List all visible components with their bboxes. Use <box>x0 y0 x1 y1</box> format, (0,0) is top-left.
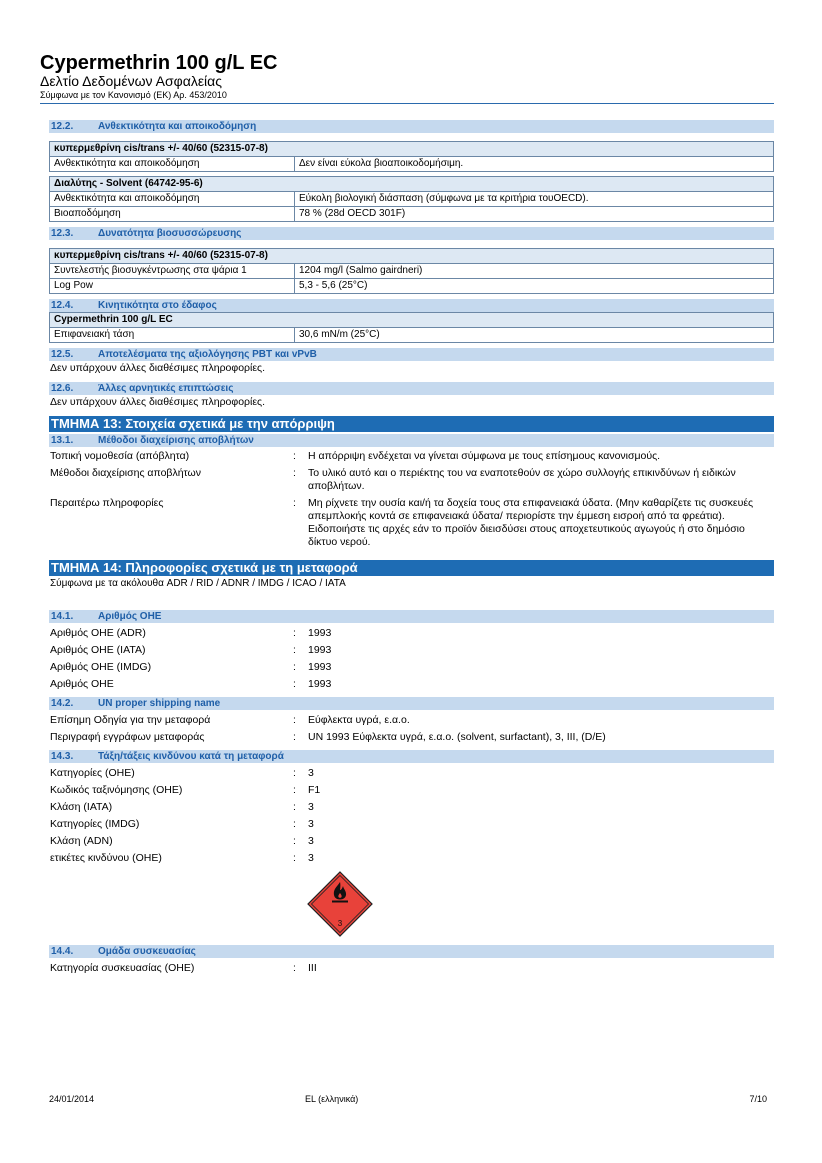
disposal-label: Τοπική νομοθεσία (απόβλητα) <box>50 450 190 462</box>
table-row <box>50 192 774 207</box>
hazard-class-row: Κατηγορίες (ΟΗΕ) : 3 <box>49 767 774 780</box>
table-cell-property: Επιφανειακή τάση <box>50 328 295 343</box>
table-cell-value: 5,3 - 5,6 (25°C) <box>295 279 774 294</box>
subsection-number: 14.2. <box>51 698 74 709</box>
hazard-class-row: Κωδικός ταξινόμησης (ΟΗΕ) : F1 <box>49 784 774 797</box>
table-row <box>50 279 774 294</box>
subsection-number: 12.3. <box>51 228 74 239</box>
un-number-row: Αριθμός ΟΗΕ (IATA) : 1993 <box>49 644 774 657</box>
subsection-title: Μέθοδοι διαχείρισης αποβλήτων <box>98 435 254 446</box>
un-number-row: Αριθμός ΟΗΕ (IMDG) : 1993 <box>49 661 774 674</box>
table-cell-property: Ανθεκτικότητα και αποικοδόμηση <box>50 192 295 207</box>
field-label: Κατηγορίες (IMDG) <box>50 818 140 830</box>
subsection-number: 12.4. <box>51 300 74 311</box>
persistence-table-solvent <box>49 176 774 222</box>
footer-language: EL (ελληνικά) <box>305 1094 359 1104</box>
field-value: 3 <box>308 767 314 779</box>
subsection-number: 13.1. <box>51 435 74 446</box>
field-value: III <box>308 962 317 974</box>
footer-date: 24/01/2014 <box>49 1094 95 1104</box>
table-cell-property: Ανθεκτικότητα και αποικοδόμηση <box>50 157 295 172</box>
table-row <box>50 328 774 343</box>
subsection-12-6-header <box>49 382 774 395</box>
table-row <box>50 264 774 279</box>
subsection-title: Άλλες αρνητικές επιπτώσεις <box>98 383 234 394</box>
field-label: Αριθμός ΟΗΕ <box>50 678 114 690</box>
field-label: Κατηγορία συσκευασίας (ΟΗΕ) <box>50 962 195 974</box>
other-effects-text: Δεν υπάρχουν άλλες διαθέσιμες πληροφορίες. <box>50 396 265 408</box>
field-label: Αριθμός ΟΗΕ (IMDG) <box>50 661 152 673</box>
subsection-14-4-header <box>49 945 774 958</box>
un-number-row: Αριθμός ΟΗΕ : 1993 <box>49 678 774 691</box>
un-number-row: Αριθμός ΟΗΕ (ADR) : 1993 <box>49 627 774 640</box>
table-row <box>50 207 774 222</box>
subsection-13-1-header <box>49 434 774 447</box>
subsection-number: 14.1. <box>51 611 74 622</box>
field-label: Περιγραφή εγγράφων μεταφοράς <box>50 731 205 743</box>
subsection-title: UN proper shipping name <box>98 698 221 709</box>
table-cell-value: Δεν είναι εύκολα βιοαποικοδομήσιμη. <box>295 157 774 172</box>
page-footer <box>49 1094 767 1104</box>
subsection-12-4-header <box>49 299 774 312</box>
subsection-12-2-header <box>49 120 774 133</box>
shipping-name-row: Περιγραφή εγγράφων μεταφοράς : UN 1993 Εύφλεκτα υγρά, ε.α.ο. (solvent, surfactant), 3, III, (D/E) <box>49 731 774 744</box>
disposal-row: Μέθοδοι διαχείρισης αποβλήτων : Το υλικό αυτό και ο περιέκτης του να εναποτεθούν σε χώρο συλλογής επικινδύνων ή ειδικών αποβλήτων. <box>49 467 774 493</box>
table-cell-value: 1204 mg/l (Salmo gairdneri) <box>295 264 774 279</box>
flammable-liquid-hazard-label <box>307 871 373 937</box>
field-label: Κλάση (IATA) <box>50 801 113 813</box>
disposal-row: Τοπική νομοθεσία (απόβλητα) : Η απόρριψη ενδέχεται να γίνεται σύμφωνα με τους επίσημους κανονισμούς. <box>49 450 774 463</box>
disposal-value: Η απόρριψη ενδέχεται να γίνεται σύμφωνα με τους επίσημους κανονισμούς. <box>308 450 661 462</box>
field-value: 3 <box>308 801 314 813</box>
field-label: Επίσημη Οδηγία για την μεταφορά <box>50 714 211 726</box>
header-divider <box>40 103 774 104</box>
pbt-text: Δεν υπάρχουν άλλες διαθέσιμες πληροφορίες. <box>50 362 265 374</box>
table-header: κυπερμεθρίνη cis/trans +/- 40/60 (52315-07-8) <box>50 142 774 157</box>
field-value: 1993 <box>308 678 332 690</box>
page-header <box>40 52 774 104</box>
table-header: Cypermethrin 100 g/L EC <box>50 313 774 328</box>
disposal-label: Περαιτέρω πληροφορίες <box>50 497 164 509</box>
shipping-name-row: Επίσημη Οδηγία για την μεταφορά : Εύφλεκτα υγρά, ε.α.ο. <box>49 714 774 727</box>
disposal-value: Μη ρίχνετε την ουσία και/ή τα δοχεία τους στα επιφανειακά ύδατα. (Μην καθαρίζετε τις συσκευές απεμπλοκής κοντά σε επιφανειακά ύδατα/ περιορίστε την έμμεση εισροή από τα φρεάτια). Ειδοποιήστε τις αρχές εάν το προϊόν διεισδύσει στους αποχετευτικούς αγωγούς ή στο δημόσιο δίκτυο νερού. <box>308 497 754 548</box>
subsection-14-1-header <box>49 610 774 623</box>
subsection-title: Δυνατότητα βιοσυσσώρευσης <box>98 228 242 239</box>
packing-group-row: Κατηγορία συσκευασίας (ΟΗΕ) : III <box>49 962 774 975</box>
subsection-title: Κινητικότητα στο έδαφος <box>98 300 217 311</box>
document-subtitle: Δελτίο Δεδομένων Ασφαλείας <box>40 73 223 89</box>
table-cell-property: Βιοαποδόμηση <box>50 207 295 222</box>
subsection-14-3-header <box>49 750 774 763</box>
subsection-title: Ανθεκτικότητα και αποικοδόμηση <box>98 121 257 132</box>
table-cell-value: 78 % (28d OECD 301F) <box>295 207 774 222</box>
field-value: Εύφλεκτα υγρά, ε.α.ο. <box>308 714 410 726</box>
field-label: Αριθμός ΟΗΕ (IATA) <box>50 644 146 656</box>
document-body <box>49 120 774 975</box>
field-label: Κλάση (ADN) <box>50 835 113 847</box>
section-14-header: ΤΜΗΜΑ 14: Πληροφορίες σχετικά με τη μεταφορά <box>49 560 774 576</box>
table-cell-value: 30,6 mN/m (25°C) <box>295 328 774 343</box>
field-value: 3 <box>308 835 314 847</box>
field-value: 1993 <box>308 627 332 639</box>
subsection-12-3-header <box>49 227 774 240</box>
persistence-table-cypermethrin <box>49 141 774 172</box>
subsection-14-2-header <box>49 697 774 710</box>
hazard-class-row: Κλάση (ADN) : 3 <box>49 835 774 848</box>
table-header: Διαλύτης - Solvent (64742-95-6) <box>50 177 774 192</box>
subsection-number: 12.5. <box>51 349 74 360</box>
hazard-class-number: 3 <box>337 919 343 928</box>
transport-regulations: Σύμφωνα με τα ακόλουθα ADR / RID / ADNR / IMDG / ICAO / IATA <box>50 578 346 589</box>
hazard-class-row: ετικέτες κινδύνου (ΟΗΕ) : 3 <box>49 852 774 865</box>
subsection-title: Τάξη/τάξεις κινδύνου κατά τη μεταφορά <box>98 751 284 762</box>
field-label: Κωδικός ταξινόμησης (ΟΗΕ) <box>50 784 183 796</box>
hazard-class-row: Κατηγορίες (IMDG) : 3 <box>49 818 774 831</box>
hazard-class-row: Κλάση (IATA) : 3 <box>49 801 774 814</box>
document-title: Cypermethrin 100 g/L EC <box>40 52 278 74</box>
subsection-title: Ομάδα συσκευασίας <box>98 946 196 957</box>
field-value: UN 1993 Εύφλεκτα υγρά, ε.α.ο. (solvent, surfactant), 3, III, (D/E) <box>308 731 606 743</box>
regulation-reference: Σύμφωνα με τον Κανονισμό (ΕΚ) Αρ. 453/2010 <box>40 90 227 100</box>
bioaccumulation-table <box>49 248 774 294</box>
subsection-number: 12.2. <box>51 121 74 132</box>
subsection-12-5-header <box>49 348 774 361</box>
disposal-value: Το υλικό αυτό και ο περιέκτης του να εναποτεθούν σε χώρο συλλογής επικινδύνων ή ειδικών αποβλήτων. <box>308 467 736 492</box>
subsection-number: 14.3. <box>51 751 74 762</box>
field-label: Κατηγορίες (ΟΗΕ) <box>50 767 135 779</box>
field-value: 1993 <box>308 661 332 673</box>
subsection-title: Αριθμός ΟΗΕ <box>98 611 162 622</box>
subsection-number: 12.6. <box>51 383 74 394</box>
field-value: 3 <box>308 852 314 864</box>
table-cell-value: Εύκολη βιολογική διάσπαση (σύμφωνα με τα κριτήρια τουOECD). <box>295 192 774 207</box>
disposal-row: Περαιτέρω πληροφορίες : Μη ρίχνετε την ουσία και/ή τα δοχεία τους στα επιφανειακά ύδατα. (Μην καθαρίζετε τις συσκευές απεμπλοκής κοντά σε επιφανειακά ύδατα/ περιορίστε την έμμεση εισροή από τα φρεάτια). Ειδοποιήστε τις αρχές εάν το προϊόν διεισδύσει στους αποχετευτικούς αγωγούς ή στο δημόσιο δίκτυο νερού. <box>49 497 774 549</box>
field-value: F1 <box>308 784 321 796</box>
soil-mobility-table <box>49 312 774 343</box>
table-cell-property: Log Pow <box>50 279 295 294</box>
subsection-title: Αποτελέσματα της αξιολόγησης PBT και vPvB <box>98 349 317 360</box>
table-cell-property: Συντελεστής βιοσυγκέντρωσης στα ψάρια 1 <box>50 264 295 279</box>
subsection-number: 14.4. <box>51 946 74 957</box>
section-13-header: ΤΜΗΜΑ 13: Στοιχεία σχετικά με την απόρριψη <box>49 416 774 432</box>
field-value: 3 <box>308 818 314 830</box>
footer-page-number: 7/10 <box>749 1094 767 1104</box>
field-label: Αριθμός ΟΗΕ (ADR) <box>50 627 146 639</box>
table-row <box>50 157 774 172</box>
table-header: κυπερμεθρίνη cis/trans +/- 40/60 (52315-07-8) <box>50 249 774 264</box>
disposal-label: Μέθοδοι διαχείρισης αποβλήτων <box>50 467 201 479</box>
field-label: ετικέτες κινδύνου (ΟΗΕ) <box>50 852 162 864</box>
field-value: 1993 <box>308 644 332 656</box>
